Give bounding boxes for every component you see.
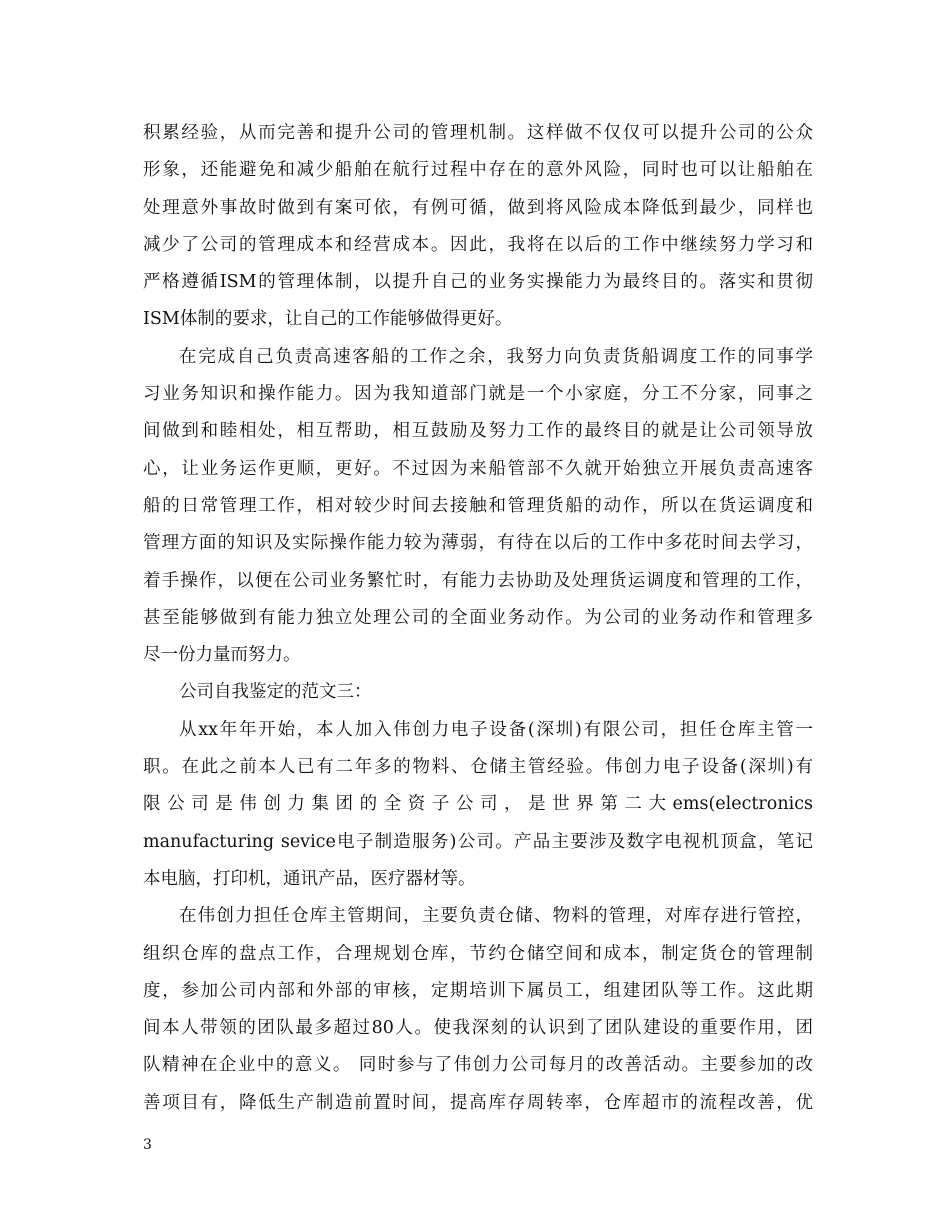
- text-line: 组织仓库的盘点工作，合理规划仓库，节约仓储空间和成本，制定货仓的管理制: [143, 943, 813, 964]
- text-line: 间本人带领的团队最多超过80人。使我深刻的认识到了团队建设的重要作用，团: [143, 1018, 813, 1039]
- text-line: 职。在此之前本人已有二年多的物料、仓储主管经验。伟创力电子设备(深圳)有: [143, 757, 813, 778]
- text-line: 习业务知识和操作能力。因为我知道部门就是一个小家庭，分工不分家，同事之: [143, 384, 813, 405]
- text-line: manufacturing sevice电子制造服务)公司。产品主要涉及数字电视机顶盒，笔记: [143, 831, 813, 852]
- text-line: 甚至能够做到有能力独立处理公司的全面业务动作。为公司的业务动作和管理多: [143, 607, 813, 628]
- page-number: 3: [143, 1137, 152, 1153]
- body-text: [143, 115, 813, 1122]
- text-line: 形象，还能避免和减少船舶在航行过程中存在的意外风险，同时也可以让船舶在: [143, 160, 813, 181]
- text-line: 心，让业务运作更顺，更好。不过因为来船管部不久就开始独立开展负责高速客: [143, 458, 813, 479]
- text-line: ISM体制的要求，让自己的工作能够做得更好。: [143, 309, 513, 330]
- text-line: 从xx年年开始，本人加入伟创力电子设备(深圳)有限公司，担任仓库主管一: [179, 719, 813, 740]
- text-line: 船的日常管理工作，相对较少时间去接触和管理货船的动作，所以在货运调度和: [143, 495, 813, 516]
- text-line: 着手操作，以便在公司业务繁忙时，有能力去协助及处理货运调度和管理的工作，: [143, 570, 813, 591]
- text-line: 间做到和睦相处，相互帮助，相互鼓励及努力工作的最终目的就是让公司领导放: [143, 421, 813, 442]
- text-line: 限 公 司 是 伟 创 力 集 团 的 全 资 子 公 司 ， 是 世 界 第 二 大 ems(electronics: [143, 794, 813, 815]
- text-line: 处理意外事故时做到有案可依，有例可循，做到将风险成本降低到最少，同样也: [143, 197, 813, 218]
- text-line: 公司自我鉴定的范文三：: [179, 682, 372, 703]
- text-line: 度，参加公司内部和外部的审核，定期培训下属员工，组建团队等工作。这此期: [143, 980, 813, 1001]
- text-line: 尽一份力量而努力。: [143, 645, 301, 666]
- text-line: 队精神在企业中的意义。 同时参与了伟创力公司每月的改善活动。主要参加的改: [143, 1055, 813, 1076]
- text-line: 在完成自己负责高速客船的工作之余，我努力向负责货船调度工作的同事学: [179, 346, 813, 367]
- text-line: 善项目有，降低生产制造前置时间，提高库存周转率，仓库超市的流程改善，优: [143, 1092, 813, 1113]
- text-line: 减少了公司的管理成本和经营成本。因此，我将在以后的工作中继续努力学习和: [143, 234, 813, 255]
- text-line: 严格遵循ISM的管理体制，以提升自己的业务实操能力为最终目的。落实和贯彻: [143, 272, 813, 293]
- text-line: 在伟创力担任仓库主管期间，主要负责仓储、物料的管理，对库存进行管控，: [179, 906, 813, 927]
- text-line: 管理方面的知识及实际操作能力较为薄弱，有待在以后的工作中多花时间去学习，: [143, 533, 813, 554]
- text-line: 本电脑，打印机，通讯产品，医疗器材等。: [143, 868, 476, 889]
- text-line: 积累经验，从而完善和提升公司的管理机制。这样做不仅仅可以提升公司的公众: [143, 123, 813, 143]
